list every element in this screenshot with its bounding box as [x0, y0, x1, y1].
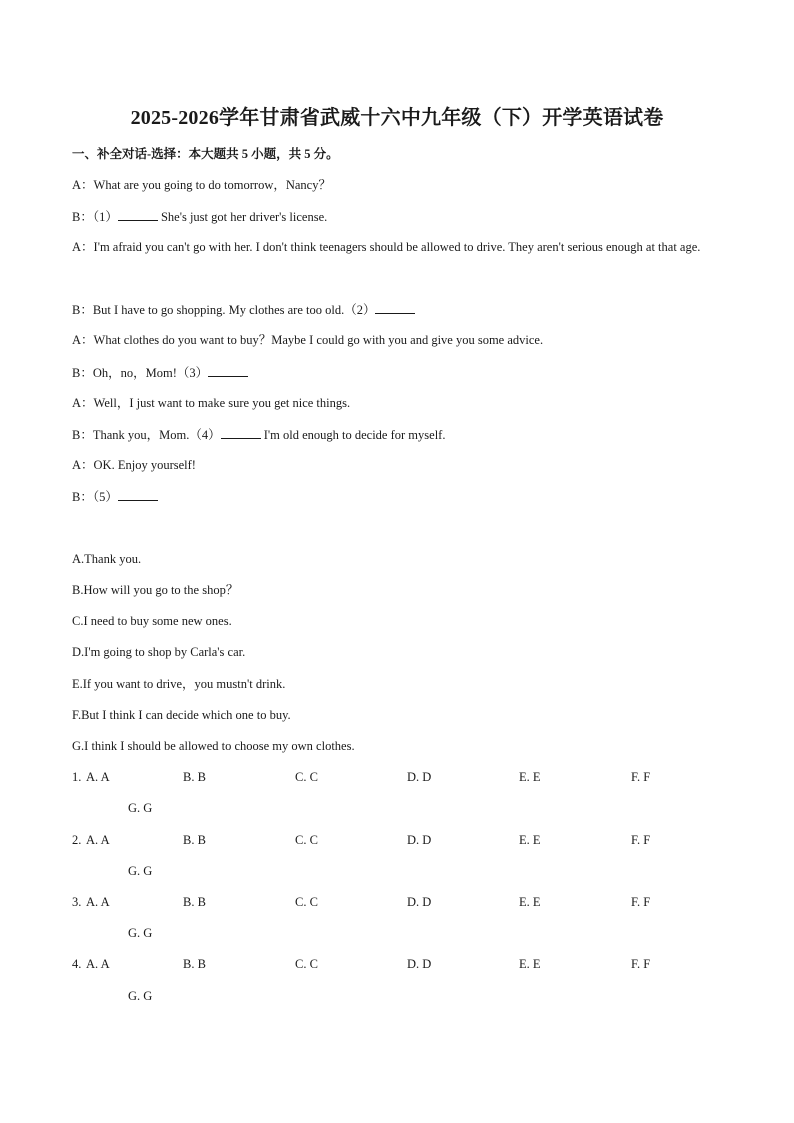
option-a[interactable]: A. A — [86, 895, 110, 909]
option-f[interactable]: F. F — [631, 833, 651, 847]
dialogue-text: B：Thank you，Mom.（4） — [72, 428, 221, 442]
choice-item: B.How will you go to the shop？ — [72, 583, 239, 597]
option-c[interactable]: C. C — [295, 833, 318, 847]
question-row-continued — [72, 923, 722, 943]
question-row — [72, 954, 722, 974]
question-number: 1. — [72, 770, 82, 784]
dialogue-line — [72, 455, 196, 475]
question-row — [72, 830, 722, 850]
option-e[interactable]: E. E — [519, 957, 541, 971]
option-a[interactable]: A. A — [86, 770, 110, 784]
option-g[interactable]: G. G — [128, 989, 153, 1003]
dialogue-text: B：（5） — [72, 490, 118, 504]
choice-item: F.But I think I can decide which one to buy. — [72, 708, 291, 722]
choice-item: A.Thank you. — [72, 552, 142, 566]
option-f[interactable]: F. F — [631, 770, 651, 784]
dialogue-text: A：What are you going to do tomorrow，Nancy？ — [72, 178, 331, 192]
dialogue-text: A：Well，I just want to make sure you get nice things. — [72, 396, 351, 410]
question-row — [72, 767, 722, 787]
question-number: 2. — [72, 833, 82, 847]
option-a[interactable]: A. A — [86, 957, 110, 971]
option-c[interactable]: C. C — [295, 895, 318, 909]
question-number: 3. — [72, 895, 82, 909]
answer-blank-1[interactable] — [118, 206, 158, 221]
option-e[interactable]: E. E — [519, 770, 541, 784]
dialogue-text: I'm old enough to decide for myself. — [260, 428, 446, 442]
dialogue-line — [72, 206, 327, 227]
page-title: 2025-2026学年甘肃省武威十六中九年级（下）开学英语试卷 — [130, 107, 664, 129]
question-number: 4. — [72, 957, 82, 971]
answer-blank-4[interactable] — [221, 424, 261, 439]
question-row-continued — [72, 861, 722, 881]
choice-item: D.I'm going to shop by Carla's car. — [72, 645, 246, 659]
choice-item: E.If you want to drive，you mustn't drink. — [72, 677, 286, 691]
answer-blank-2[interactable] — [375, 299, 415, 314]
dialogue-text: B：（1） — [72, 210, 118, 224]
dialogue-text: A：What clothes do you want to buy？Maybe I could go with you and give you some advice. — [72, 333, 544, 347]
dialogue-line — [72, 299, 415, 320]
dialogue-text: A：I'm afraid you can't go with her. I don't think teenagers should be allowed to drive. They aren't serious enough at that age. — [72, 240, 701, 254]
option-c[interactable]: C. C — [295, 957, 318, 971]
question-row-continued — [72, 798, 722, 818]
choice-item: G.I think I should be allowed to choose my own clothes. — [72, 739, 355, 753]
answer-blank-5[interactable] — [118, 486, 158, 501]
dialogue-text: She's just got her driver's license. — [157, 210, 328, 224]
dialogue-line — [72, 362, 248, 383]
dialogue-line — [72, 330, 543, 350]
question-row-continued — [72, 986, 722, 1006]
option-a[interactable]: A. A — [86, 833, 110, 847]
dialogue-text: A：OK. Enjoy yourself! — [72, 458, 196, 472]
dialogue-text: B：Oh，no，Mom!（3） — [72, 366, 209, 380]
dialogue-line — [72, 424, 445, 445]
dialogue-line — [72, 486, 158, 507]
option-e[interactable]: E. E — [519, 833, 541, 847]
option-g[interactable]: G. G — [128, 926, 153, 940]
option-b[interactable]: B. B — [183, 833, 206, 847]
dialogue-text: B：But I have to go shopping. My clothes are too old.（2） — [72, 303, 376, 317]
option-b[interactable]: B. B — [183, 770, 206, 784]
option-b[interactable]: B. B — [183, 957, 206, 971]
option-f[interactable]: F. F — [631, 957, 651, 971]
question-row — [72, 892, 722, 912]
option-c[interactable]: C. C — [295, 770, 318, 784]
dialogue-line — [72, 232, 722, 263]
option-d[interactable]: D. D — [407, 895, 432, 909]
option-b[interactable]: B. B — [183, 895, 206, 909]
option-g[interactable]: G. G — [128, 864, 153, 878]
option-d[interactable]: D. D — [407, 957, 432, 971]
dialogue-line — [72, 175, 331, 195]
option-e[interactable]: E. E — [519, 895, 541, 909]
answer-blank-3[interactable] — [208, 362, 248, 377]
dialogue-line — [72, 393, 350, 413]
choice-item: C.I need to buy some new ones. — [72, 614, 232, 628]
option-d[interactable]: D. D — [407, 833, 432, 847]
option-d[interactable]: D. D — [407, 770, 432, 784]
option-g[interactable]: G. G — [128, 801, 153, 815]
section-heading: 一、补全对话-选择：本大题共 5 小题，共 5 分。 — [72, 147, 339, 161]
option-f[interactable]: F. F — [631, 895, 651, 909]
